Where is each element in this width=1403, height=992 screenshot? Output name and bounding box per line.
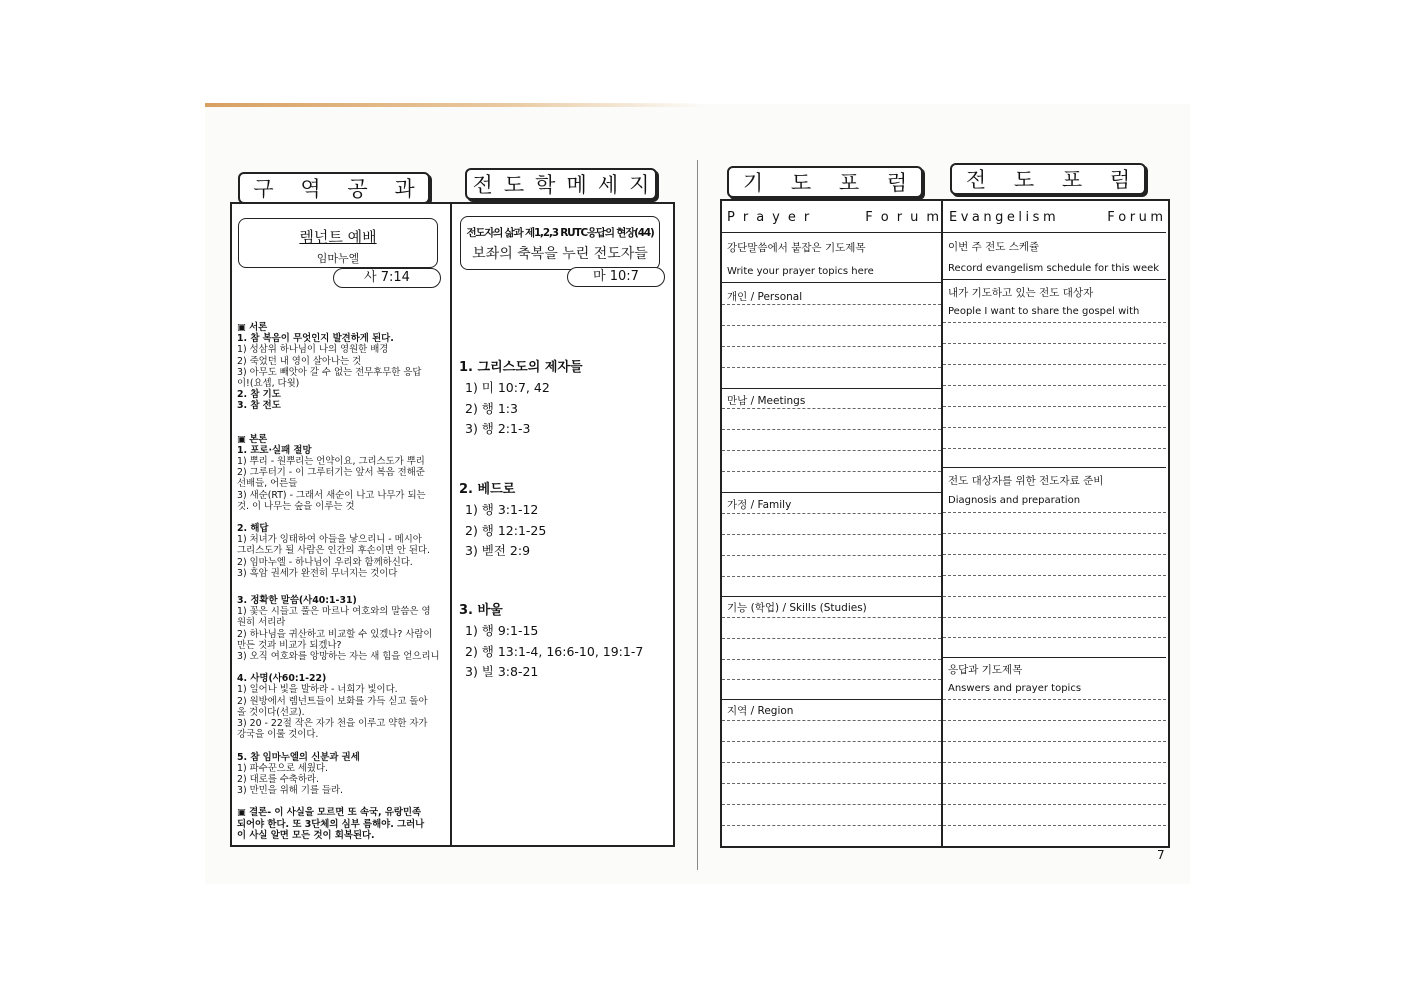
write-line [943,554,1166,555]
write-line [943,741,1166,742]
write-line [943,343,1166,344]
write-line [722,304,941,305]
write-line [722,783,941,784]
message-title-box [460,216,660,270]
sermon-text: ▣ 서론 1. 참 복음이 무엇인지 발견하게 된다. 1) 성삼위 하나님이 나의 영원한 배경 2) 죽었던 내 영이 살아나는 것 3) 아무도 빼앗아 갈 수 없는 전무후무한 응답 이!(요셉, 다윗) 2. 참 기도 3. 참 전도 ▣ 본론 1. 포로·실패 절망 1) 뿌리 - 원뿌리는 언약이요, 그리스도가 뿌리 2) 그루터기 - 이 그루터기는 앞서 복음 전해준 선배들, 어른들 3) 새순(RT) - 그래서 새순이 나고 나무가 되는 것. 이 나무는 숲을 이루는 것 2. 해답 1) 처녀가 잉태하여 아들을 낳으리니 - 메시아 그리스도가 될 사람은 인간의 후손이면 안 된다. 2) 임마누엘 - 하나님이 우리와 함께하신다. 3) 흑암 권세가 완전히 무너지는 것이다 3. 정확한 말씀(사40:1-31) 1) 꽃은 시들고 풀은 마르나 여호와의 말씀은 영 원히 서리라 2) 하나님을 귀산하고 비교할 수 있겠나? 사람이 만든 것과 비교가 되겠나? 3) 오직 여호와를 앙망하는 자는 새 힘을 얻으리니 4. 사명(사60:1-22) 1) 일어나 빛을 발하라 - 너희가 빛이다. 2) 원방에서 렘넌트들이 보화를 가득 싣고 돌아 올 것이다(선교). 3) 20 - 22절 작은 자가 천을 이루고 약한 자가 강국을 이룰 것이다. 5. 참 임마누엘의 신분과 권세 1) 파수꾼으로 세웠다. 2) 대로를 수축하라. 3) 만민을 위해 기를 들라. ▣ 결론- 이 사실을 모르면 또 속국, 유랑민족 되어야 한다. 또 3단체의 심부 름해야. 그러나 이 사실 알면 모든 것이 회복된다. [237,322,440,841]
section-rule [943,657,1166,658]
write-line [722,367,941,368]
write-line [722,471,941,472]
section-rule [722,492,941,493]
prep-label-en: Diagnosis and preparation [948,495,1081,506]
study-verse: 사 7:14 [333,268,441,288]
write-line [943,385,1166,386]
write-line [722,679,941,680]
write-line [943,448,1166,449]
write-line [943,637,1166,638]
right-column-divider [941,199,943,846]
section-rule [943,467,1166,468]
targets-label-en: People I want to share the gospel with [948,306,1140,317]
prayer-forum-header: P r a y e r F o r u m [727,209,939,225]
write-line [722,741,941,742]
message-title-line1: 전도자의 삶과 제1,2,3 RUTC응답의 현장(44) [466,227,654,239]
prep-label-ko: 전도 대상자를 위한 전도자료 준비 [948,475,1104,487]
write-line [943,322,1166,323]
write-line [722,659,941,660]
study-subtitle: 임마누엘 [316,252,360,265]
schedule-label-en: Record evangelism schedule for this week [948,263,1160,274]
personal-label: 개인 / Personal [727,291,803,303]
write-line [943,512,1166,513]
message-title-line2: 보좌의 축복을 누린 전도자들 [472,246,648,262]
write-line [722,825,941,826]
write-line [943,575,1166,576]
section-rule [722,388,941,389]
section-title-prayer: 기 도 포 럼 [727,166,923,198]
section-title-evangelism: 전 도 포 럼 [950,163,1146,195]
study-title-box [238,218,438,268]
write-line [943,364,1166,365]
page-number: 7 [1157,848,1165,862]
write-line [722,513,941,514]
section-rule [943,279,1166,280]
section-rule [722,699,941,700]
write-line [722,762,941,763]
section-rule [722,596,941,597]
section-title-study: 구 역 공 과 [238,172,430,204]
write-line [722,638,941,639]
write-line [722,346,941,347]
write-line [722,450,941,451]
forum-header-rule [722,232,1166,233]
write-line [722,617,941,618]
prayer-intro-en: Write your prayer topics here [727,266,874,277]
write-line [722,408,941,409]
evangelism-forum-header: E v a n g e l i s m F o r u m [949,209,1163,225]
write-line [943,804,1166,805]
write-line [943,596,1166,597]
write-line [722,429,941,430]
left-column-divider [450,202,452,845]
meetings-label: 만남 / Meetings [727,395,806,407]
write-line [722,534,941,535]
message-outline: 1. 그리스도의 제자들 1) 미 10:7, 42 2) 행 1:3 3) 행 2:1-3 [459,360,583,436]
write-line [943,427,1166,428]
book-fold [697,160,698,870]
message-verse: 마 10:7 [567,267,665,287]
message-outline-3: 3. 바울 1) 행 9:1-15 2) 행 13:1-4, 16:6-10, 19:1-7 3) 빌 3:8-21 [459,603,644,679]
answers-label-ko: 응답과 기도제목 [948,664,1023,676]
write-line [722,576,941,577]
region-label: 지역 / Region [727,705,794,717]
prayer-intro-rule [722,282,941,283]
write-line [943,783,1166,784]
write-line [722,555,941,556]
schedule-label-ko: 이번 주 전도 스케쥴 [948,241,1040,253]
study-title: 렘넌트 예배 [299,228,377,246]
skills-label: 기능 (학업) / Skills (Studies) [727,602,867,614]
write-line [943,406,1166,407]
targets-label-ko: 내가 기도하고 있는 전도 대상자 [948,287,1094,299]
family-label: 가정 / Family [727,499,792,511]
section-title-message: 전 도 학 메 세 지 [465,168,657,200]
message-outline-2: 2. 베드로 1) 행 3:1-12 2) 행 12:1-25 3) 벧전 2:9 [459,482,547,558]
write-line [722,804,941,805]
page-edge [205,103,705,107]
write-line [943,825,1166,826]
write-line [943,762,1166,763]
write-line [943,699,1166,700]
write-line [943,617,1166,618]
write-line [722,325,941,326]
answers-label-en: Answers and prayer topics [948,683,1082,694]
prayer-intro-ko: 강단말씀에서 붙잡은 기도제목 [727,242,866,254]
write-line [722,720,941,721]
write-line [943,720,1166,721]
write-line [943,533,1166,534]
